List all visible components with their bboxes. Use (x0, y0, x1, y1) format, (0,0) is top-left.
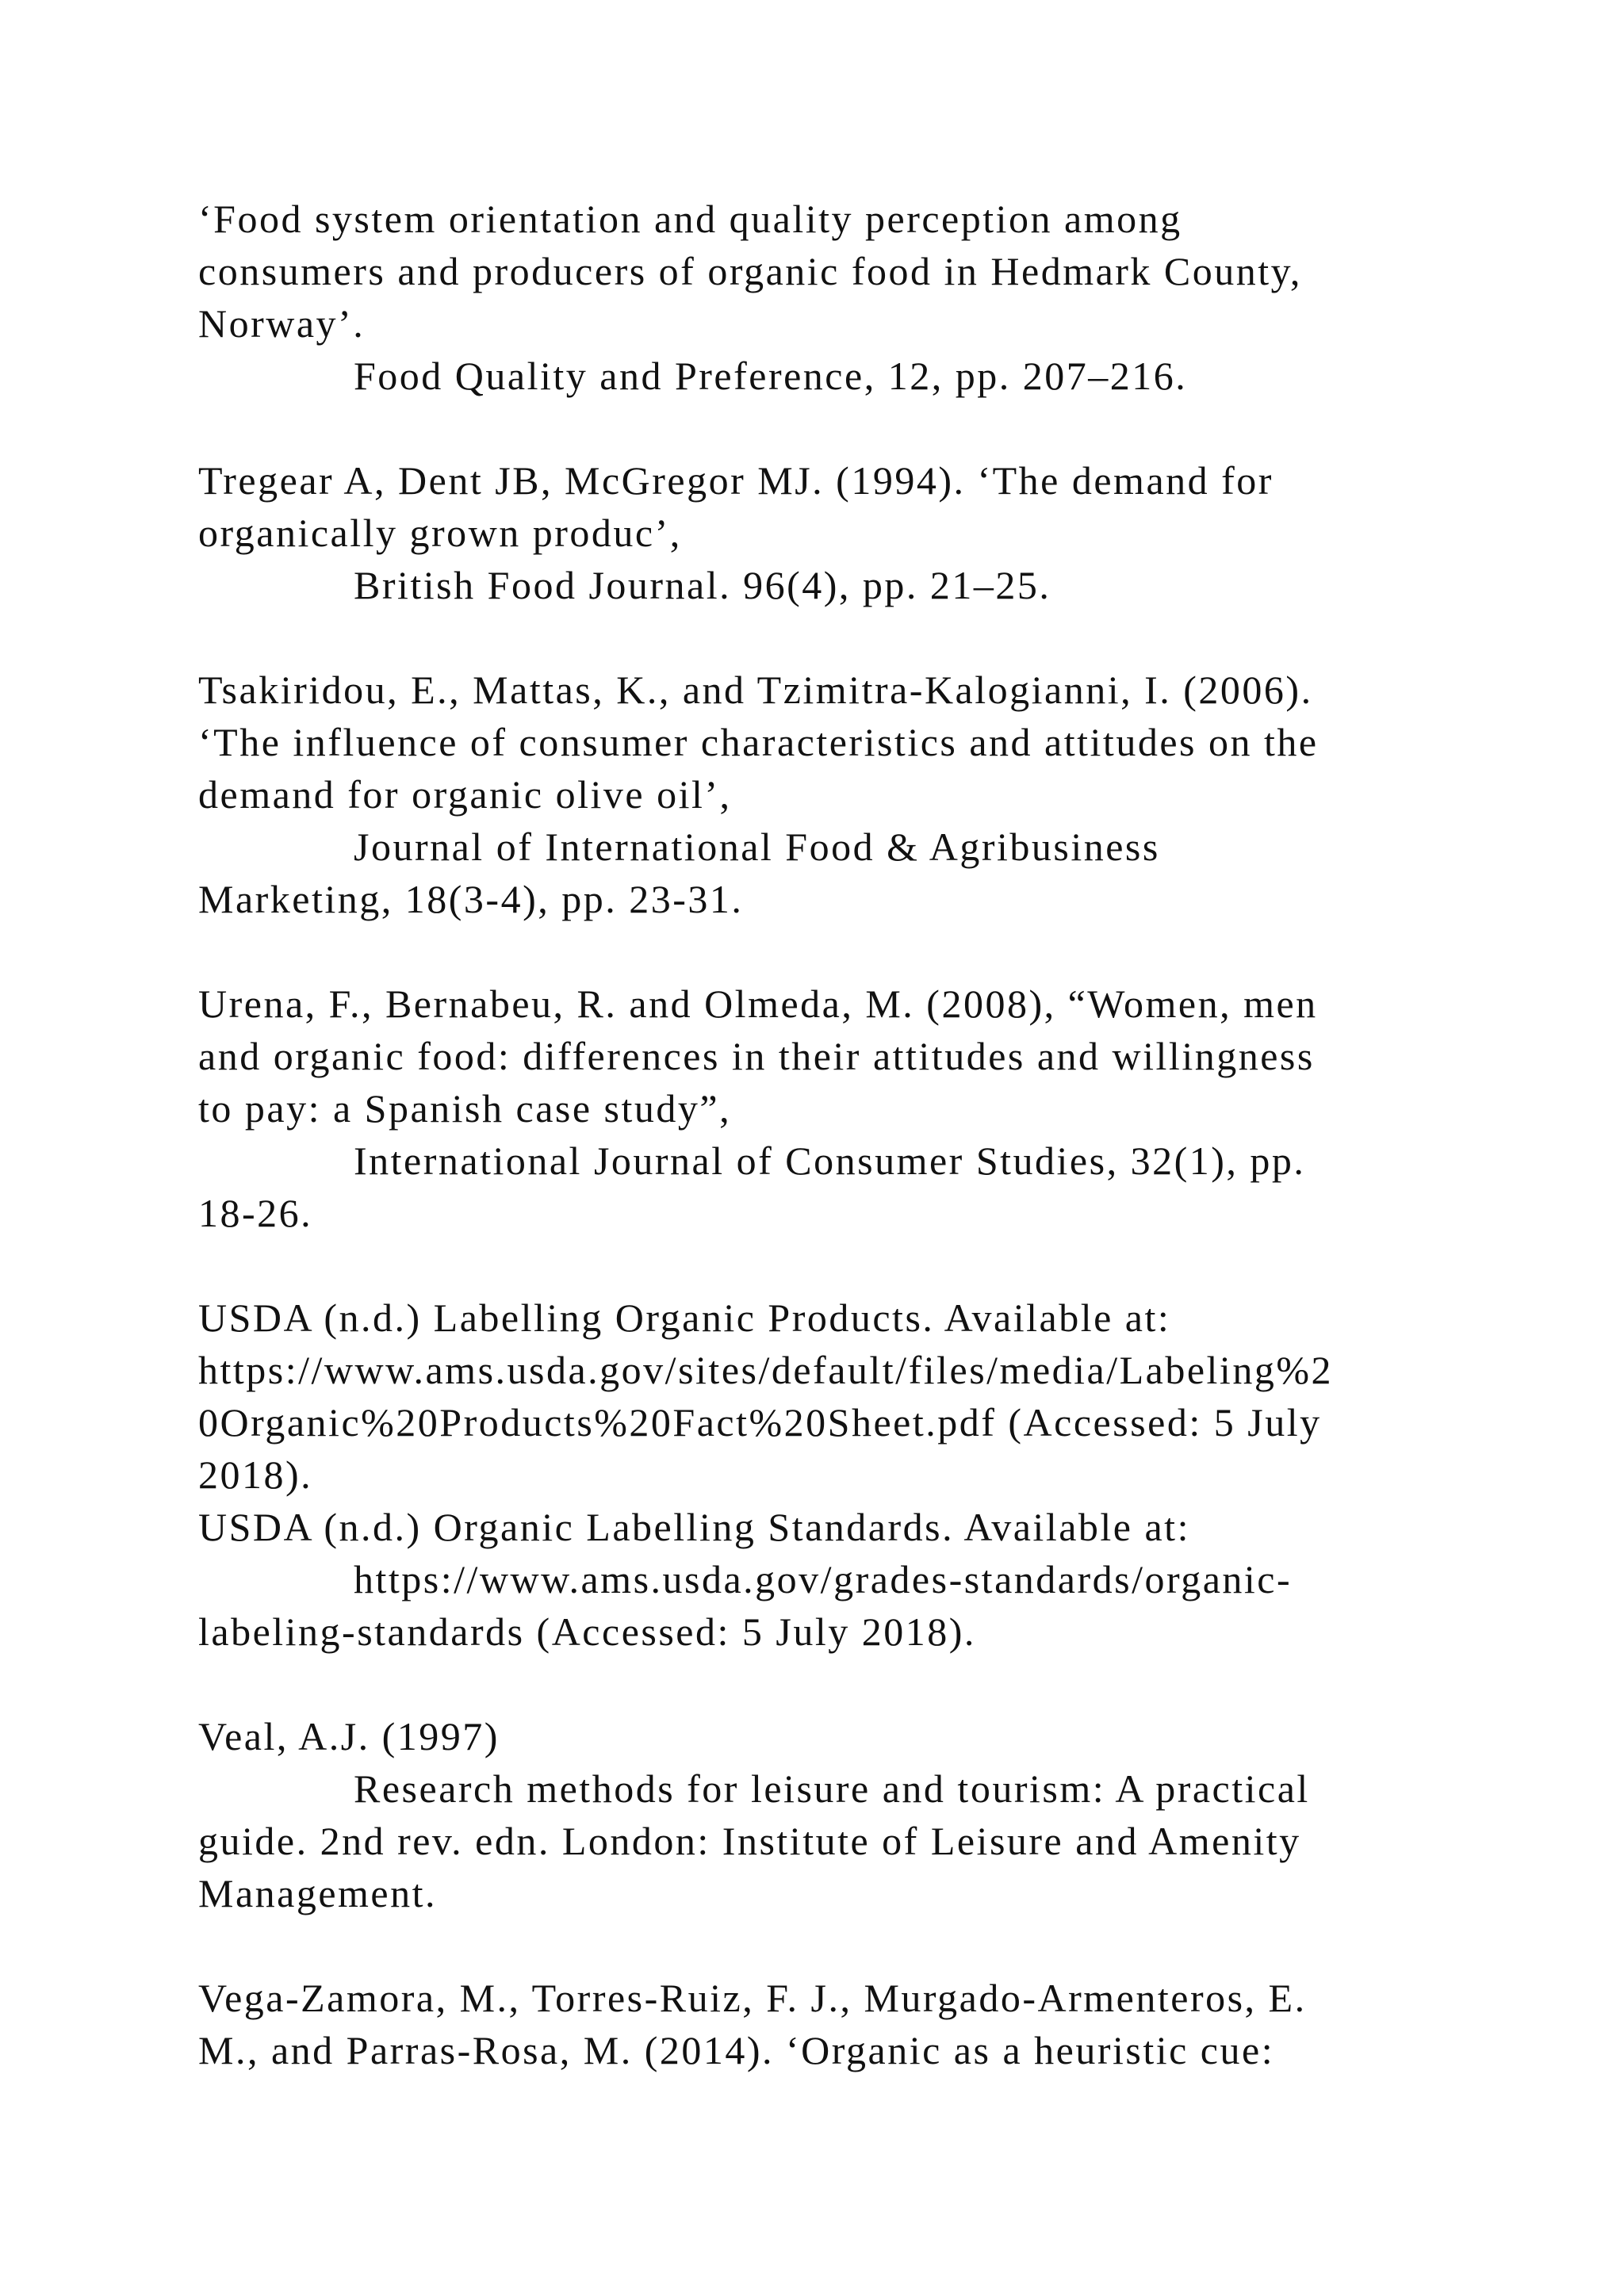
reference-entry (198, 1292, 1419, 1658)
reference-entry (198, 1972, 1419, 2076)
reference-line: ‘Food system orientation and quality perception among (198, 197, 1182, 241)
reference-spacer (198, 402, 1419, 454)
reference-line: labeling-standards (Accessed: 5 July 2018). (198, 1609, 976, 1654)
reference-line: https://www.ams.usda.gov/sites/default/files/media/Labeling%2 (198, 1348, 1333, 1392)
reference-line: Marketing, 18(3-4), pp. 23-31. (198, 877, 744, 921)
reference-entry (198, 193, 1419, 402)
reference-line: Veal, A.J. (1997) (198, 1714, 500, 1758)
reference-line: 2018). (198, 1452, 313, 1497)
reference-spacer (198, 925, 1419, 978)
reference-line: Journal of International Food & Agribusiness (354, 825, 1160, 869)
reference-line: consumers and producers of organic food in Hedmark County, (198, 249, 1302, 293)
reference-entry (198, 454, 1419, 611)
reference-entry (198, 978, 1419, 1239)
reference-spacer (198, 1239, 1419, 1292)
reference-spacer (198, 611, 1419, 664)
reference-line: USDA (n.d.) Labelling Organic Products. Available at: (198, 1295, 1171, 1340)
reference-line: 0Organic%20Products%20Fact%20Sheet.pdf (Accessed: 5 July (198, 1400, 1322, 1445)
reference-line: organically grown produc’, (198, 511, 682, 555)
reference-spacer (198, 1658, 1419, 1710)
reference-line: and organic food: differences in their attitudes and willingness (198, 1034, 1315, 1078)
reference-line: Food Quality and Preference, 12, pp. 207–216. (354, 354, 1188, 398)
reference-line: Research methods for leisure and tourism: A practical (354, 1766, 1310, 1811)
reference-entry (198, 664, 1419, 925)
reference-line: 18-26. (198, 1191, 313, 1235)
reference-line: Tregear A, Dent JB, McGregor MJ. (1994). ‘The demand for (198, 458, 1274, 503)
reference-list (198, 193, 1419, 2076)
reference-line: USDA (n.d.) Organic Labelling Standards. Available at: (198, 1505, 1190, 1549)
reference-spacer (198, 1919, 1419, 1972)
reference-line: Management. (198, 1871, 438, 1915)
reference-line: International Journal of Consumer Studies, 32(1), pp. (354, 1138, 1306, 1183)
reference-line: M., and Parras-Rosa, M. (2014). ‘Organic as a heuristic cue: (198, 2028, 1275, 2072)
reference-entry (198, 1710, 1419, 1919)
reference-line: to pay: a Spanish case study”, (198, 1086, 732, 1131)
reference-line: demand for organic olive oil’, (198, 772, 732, 817)
reference-line: Vega-Zamora, M., Torres-Ruiz, F. J., Murgado-Armenteros, E. (198, 1976, 1307, 2020)
reference-line: https://www.ams.usda.gov/grades-standards/organic- (354, 1557, 1293, 1601)
reference-line: Norway’. (198, 301, 366, 346)
reference-line: British Food Journal. 96(4), pp. 21–25. (354, 563, 1051, 607)
reference-line: Urena, F., Bernabeu, R. and Olmeda, M. (2008), “Women, men (198, 982, 1318, 1026)
reference-line: ‘The influence of consumer characteristics and attitudes on the (198, 720, 1319, 764)
reference-line: Tsakiridou, E., Mattas, K., and Tzimitra-Kalogianni, I. (2006). (198, 668, 1313, 712)
reference-line: guide. 2nd rev. edn. London: Institute of Leisure and Amenity (198, 1819, 1301, 1863)
